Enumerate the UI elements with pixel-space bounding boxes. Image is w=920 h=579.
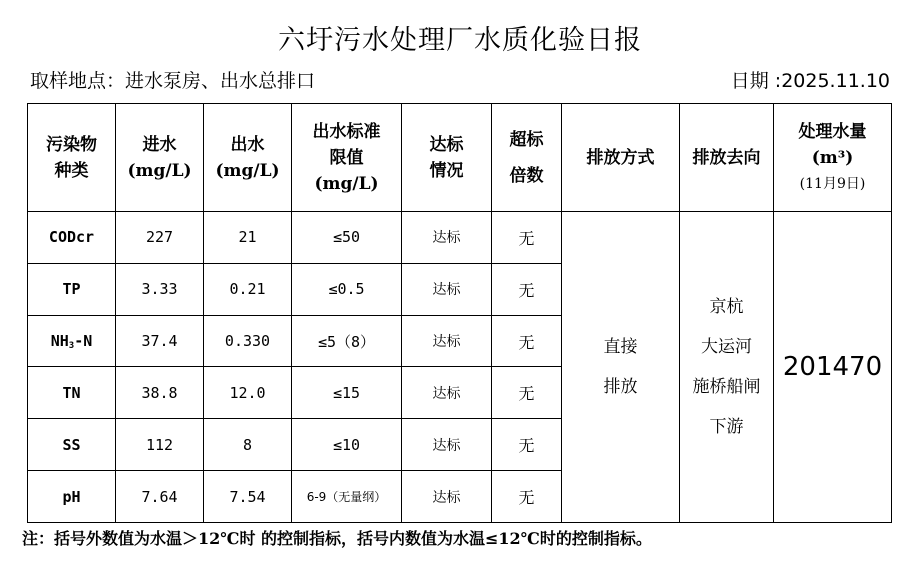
header-row bbox=[28, 104, 892, 212]
water-quality-table bbox=[27, 103, 892, 523]
compliance-status: 达标 bbox=[402, 367, 492, 419]
pollutant-name: TN bbox=[28, 367, 116, 419]
discharge-direction: 京杭 大运河 施桥船闸 下游 bbox=[680, 212, 774, 523]
outflow-value: 7.54 bbox=[204, 471, 292, 523]
outflow-value: 0.330 bbox=[204, 315, 292, 367]
discharge-method: 直接 排放 bbox=[562, 212, 680, 523]
compliance-status: 达标 bbox=[402, 315, 492, 367]
outflow-value: 8 bbox=[204, 419, 292, 471]
sampling-location: 取样地点：进水泵房、出水总排口 bbox=[30, 70, 316, 92]
compliance-status: 达标 bbox=[402, 471, 492, 523]
exceed-multiple: 无 bbox=[492, 315, 562, 367]
limit-value: ≤0.5 bbox=[292, 263, 402, 315]
table-row bbox=[28, 212, 892, 264]
limit-value: ≤15 bbox=[292, 367, 402, 419]
inflow-value: 227 bbox=[116, 212, 204, 264]
inflow-value: 7.64 bbox=[116, 471, 204, 523]
limit-value: ≤50 bbox=[292, 212, 402, 264]
exceed-multiple: 无 bbox=[492, 419, 562, 471]
pollutant-name: TP bbox=[28, 263, 116, 315]
header-volume: 处理水量 (m³) (11月9日) bbox=[774, 104, 892, 212]
header-discharge-direction: 排放去向 bbox=[680, 104, 774, 212]
header-discharge-method: 排放方式 bbox=[562, 104, 680, 212]
inflow-value: 38.8 bbox=[116, 367, 204, 419]
inflow-value: 112 bbox=[116, 419, 204, 471]
inflow-value: 37.4 bbox=[116, 315, 204, 367]
exceed-multiple: 无 bbox=[492, 212, 562, 264]
exceed-multiple: 无 bbox=[492, 263, 562, 315]
inflow-value: 3.33 bbox=[116, 263, 204, 315]
report-title: 六圩污水处理厂水质化验日报 bbox=[278, 25, 642, 56]
pollutant-name: $NH_3-N$ bbox=[28, 315, 116, 367]
header-compliance: 达标 情况 bbox=[402, 104, 492, 212]
pollutant-name: pH bbox=[28, 471, 116, 523]
outflow-value: 21 bbox=[204, 212, 292, 264]
outflow-value: 0.21 bbox=[204, 263, 292, 315]
header-limit: 出水标准 限值 (mg/L) bbox=[292, 104, 402, 212]
treated-volume: 201470 bbox=[774, 212, 892, 523]
compliance-status: 达标 bbox=[402, 419, 492, 471]
compliance-status: 达标 bbox=[402, 212, 492, 264]
header-exceed: 超标 倍数 bbox=[492, 104, 562, 212]
footnote: 注：括号外数值为水温＞12℃时 的控制指标，括号内数值为水温≤12℃时的控制指标。 bbox=[22, 529, 652, 548]
limit-value: ≤5（8） bbox=[292, 315, 402, 367]
outflow-value: 12.0 bbox=[204, 367, 292, 419]
compliance-status: 达标 bbox=[402, 263, 492, 315]
header-inflow: 进水 (mg/L) bbox=[116, 104, 204, 212]
limit-value: 6-9（无量纲） bbox=[292, 471, 402, 523]
exceed-multiple: 无 bbox=[492, 367, 562, 419]
pollutant-name: SS bbox=[28, 419, 116, 471]
pollutant-name: CODcr bbox=[28, 212, 116, 264]
limit-value: ≤10 bbox=[292, 419, 402, 471]
header-pollutant: 污染物 种类 bbox=[28, 104, 116, 212]
exceed-multiple: 无 bbox=[492, 471, 562, 523]
header-outflow: 出水 (mg/L) bbox=[204, 104, 292, 212]
report-date: 日期 :2025.11.10 bbox=[730, 70, 890, 92]
